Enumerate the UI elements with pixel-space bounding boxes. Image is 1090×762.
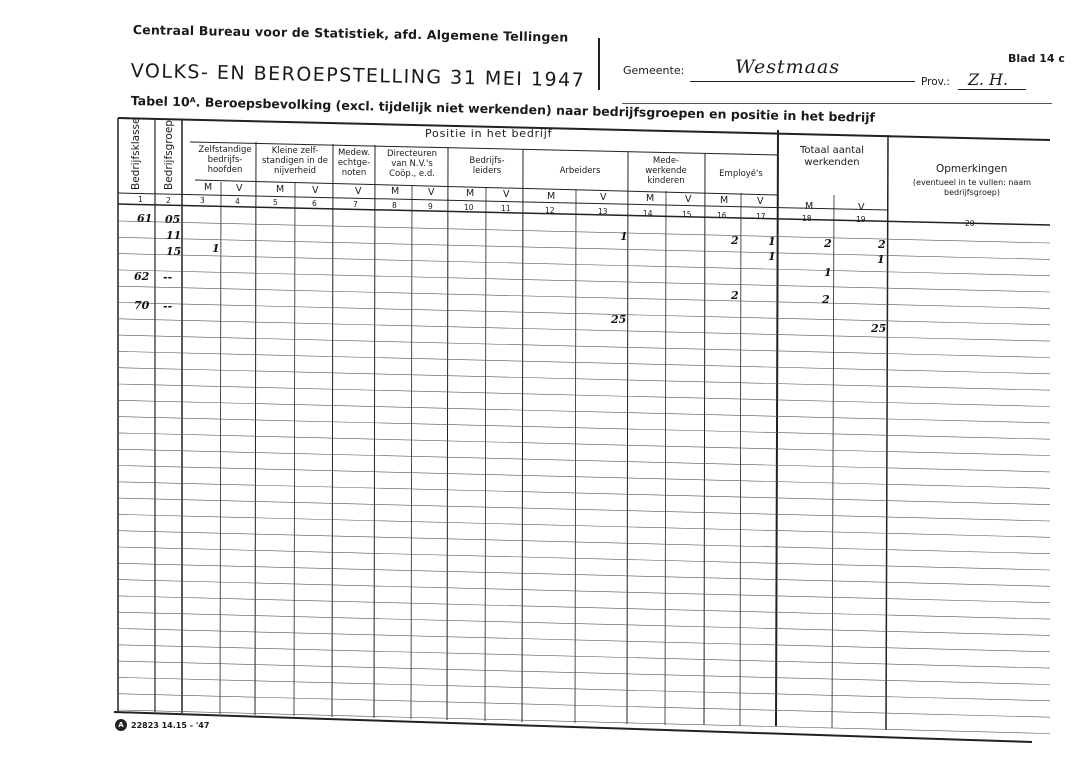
column-number: 15 [682, 210, 692, 219]
group-bedrijfsleiders: Bedrijfs- leiders [469, 156, 505, 176]
column-number: 20 [965, 219, 975, 228]
value-employes-m: 2 [731, 289, 739, 302]
opmerkingen-note: (eventueel in te vullen: naam bedrijfsgroep) [912, 178, 1032, 197]
column-number: 4 [235, 197, 240, 206]
value-totaal-v: 2 [878, 238, 886, 251]
entry-groep: 05 [165, 213, 181, 226]
mv-label: M [720, 195, 729, 206]
column-number: 10 [464, 203, 474, 212]
mv-label: M [466, 188, 475, 199]
mv-label: V [428, 187, 435, 198]
mv-label: V [685, 194, 692, 205]
mv-label: V [236, 183, 243, 194]
bedrijfsklasse-label: Bedrijfsklasse [130, 117, 142, 190]
mv-label: M [276, 184, 285, 195]
entry-groep: 11 [166, 229, 182, 242]
table-title: Tabel 10ᴬ. Beroepsbevolking (excl. tijdelijk niet werkenden) naar bedrijfsgroepen en positie in het bedrijf [130, 93, 876, 125]
column-number: 14 [643, 209, 653, 218]
entry-klasse: 70 [134, 299, 150, 312]
value-totaal-m: 1 [824, 266, 832, 279]
value-employes-v: 1 [768, 250, 776, 263]
value-zelfstandige-m: 1 [212, 242, 220, 255]
column-number: 17 [756, 212, 766, 221]
mv-label: M [646, 193, 655, 204]
census-title: VOLKS- EN BEROEPSTELLING 31 MEI 1947 [130, 60, 586, 92]
group-zelfstandige: Zelfstandige bedrijfs- hoofden [198, 145, 252, 175]
value-employes-m: 2 [731, 234, 739, 247]
entry-groep: -- [163, 271, 173, 284]
mv-label: M [547, 191, 556, 202]
value-totaal-v-total: 25 [871, 322, 887, 335]
mv-label: V [858, 202, 865, 213]
footer-code: 22823 14.15 - '47 [131, 720, 210, 730]
group-employes: Employé's [719, 169, 763, 179]
value-totaal-v: 1 [877, 253, 885, 266]
column-number: 2 [166, 196, 171, 205]
printer-mark-icon: A [115, 719, 127, 731]
value-arbeiders-v: 1 [620, 230, 628, 243]
mv-label: V [503, 189, 510, 200]
bureau-line: Centraal Bureau voor de Statistiek, afd. Algemene Tellingen [132, 22, 569, 45]
group-kleine-zelfstandigen: Kleine zelf- standigen in de nijverheid [262, 146, 328, 176]
column-number: 12 [545, 206, 555, 215]
group-medewerkende-kinderen: Mede- werkende kinderen [645, 156, 687, 186]
column-number: 7 [353, 200, 358, 209]
column-number: 8 [392, 201, 397, 210]
value-employes-v: 1 [768, 235, 776, 248]
prov-label: Prov.: [921, 76, 950, 88]
column-number: 5 [273, 198, 278, 207]
value-totaal-m: 2 [822, 293, 830, 306]
entry-klasse: 61 [137, 212, 153, 225]
mv-label: V [355, 186, 362, 197]
blad-label: Blad 14 c [1008, 52, 1065, 65]
gemeente-label: Gemeente: [623, 64, 685, 77]
group-medew-echtgenoten: Medew. echtge- noten [337, 148, 371, 178]
mv-label: M [805, 201, 814, 212]
opmerkingen-header: Opmerkingen [936, 163, 1008, 175]
group-arbeiders: Arbeiders [559, 166, 601, 176]
mv-label: V [312, 185, 319, 196]
totaal-header: Totaal aantal werkenden [799, 145, 865, 168]
column-number: 19 [856, 215, 866, 224]
positie-header: Positie in het bedrijf [425, 127, 553, 140]
footer [115, 719, 209, 731]
column-number: 11 [501, 204, 511, 213]
value-arbeiders-v-total: 25 [611, 313, 627, 326]
column-number: 9 [428, 202, 433, 211]
mv-label: V [600, 192, 607, 203]
mv-label: M [204, 182, 213, 193]
gemeente-value: Westmaas [735, 56, 841, 78]
prov-value: Z. H. [968, 70, 1009, 89]
column-number: 6 [312, 199, 317, 208]
entry-klasse: 62 [134, 270, 150, 283]
column-number: 13 [598, 207, 608, 216]
column-number: 1 [138, 195, 143, 204]
column-number: 18 [802, 214, 812, 223]
column-number: 16 [717, 211, 727, 220]
entry-groep: 15 [166, 245, 182, 258]
column-number: 3 [200, 196, 205, 205]
bedrijfsgroep-label: Bedrijfsgroep [163, 120, 175, 190]
value-totaal-m: 2 [824, 237, 832, 250]
mv-label: M [391, 186, 400, 197]
entry-groep: -- [163, 300, 173, 313]
mv-label: V [757, 196, 764, 207]
group-directeuren: Directeuren van N.V.'s Coöp., e.d. [387, 149, 437, 179]
